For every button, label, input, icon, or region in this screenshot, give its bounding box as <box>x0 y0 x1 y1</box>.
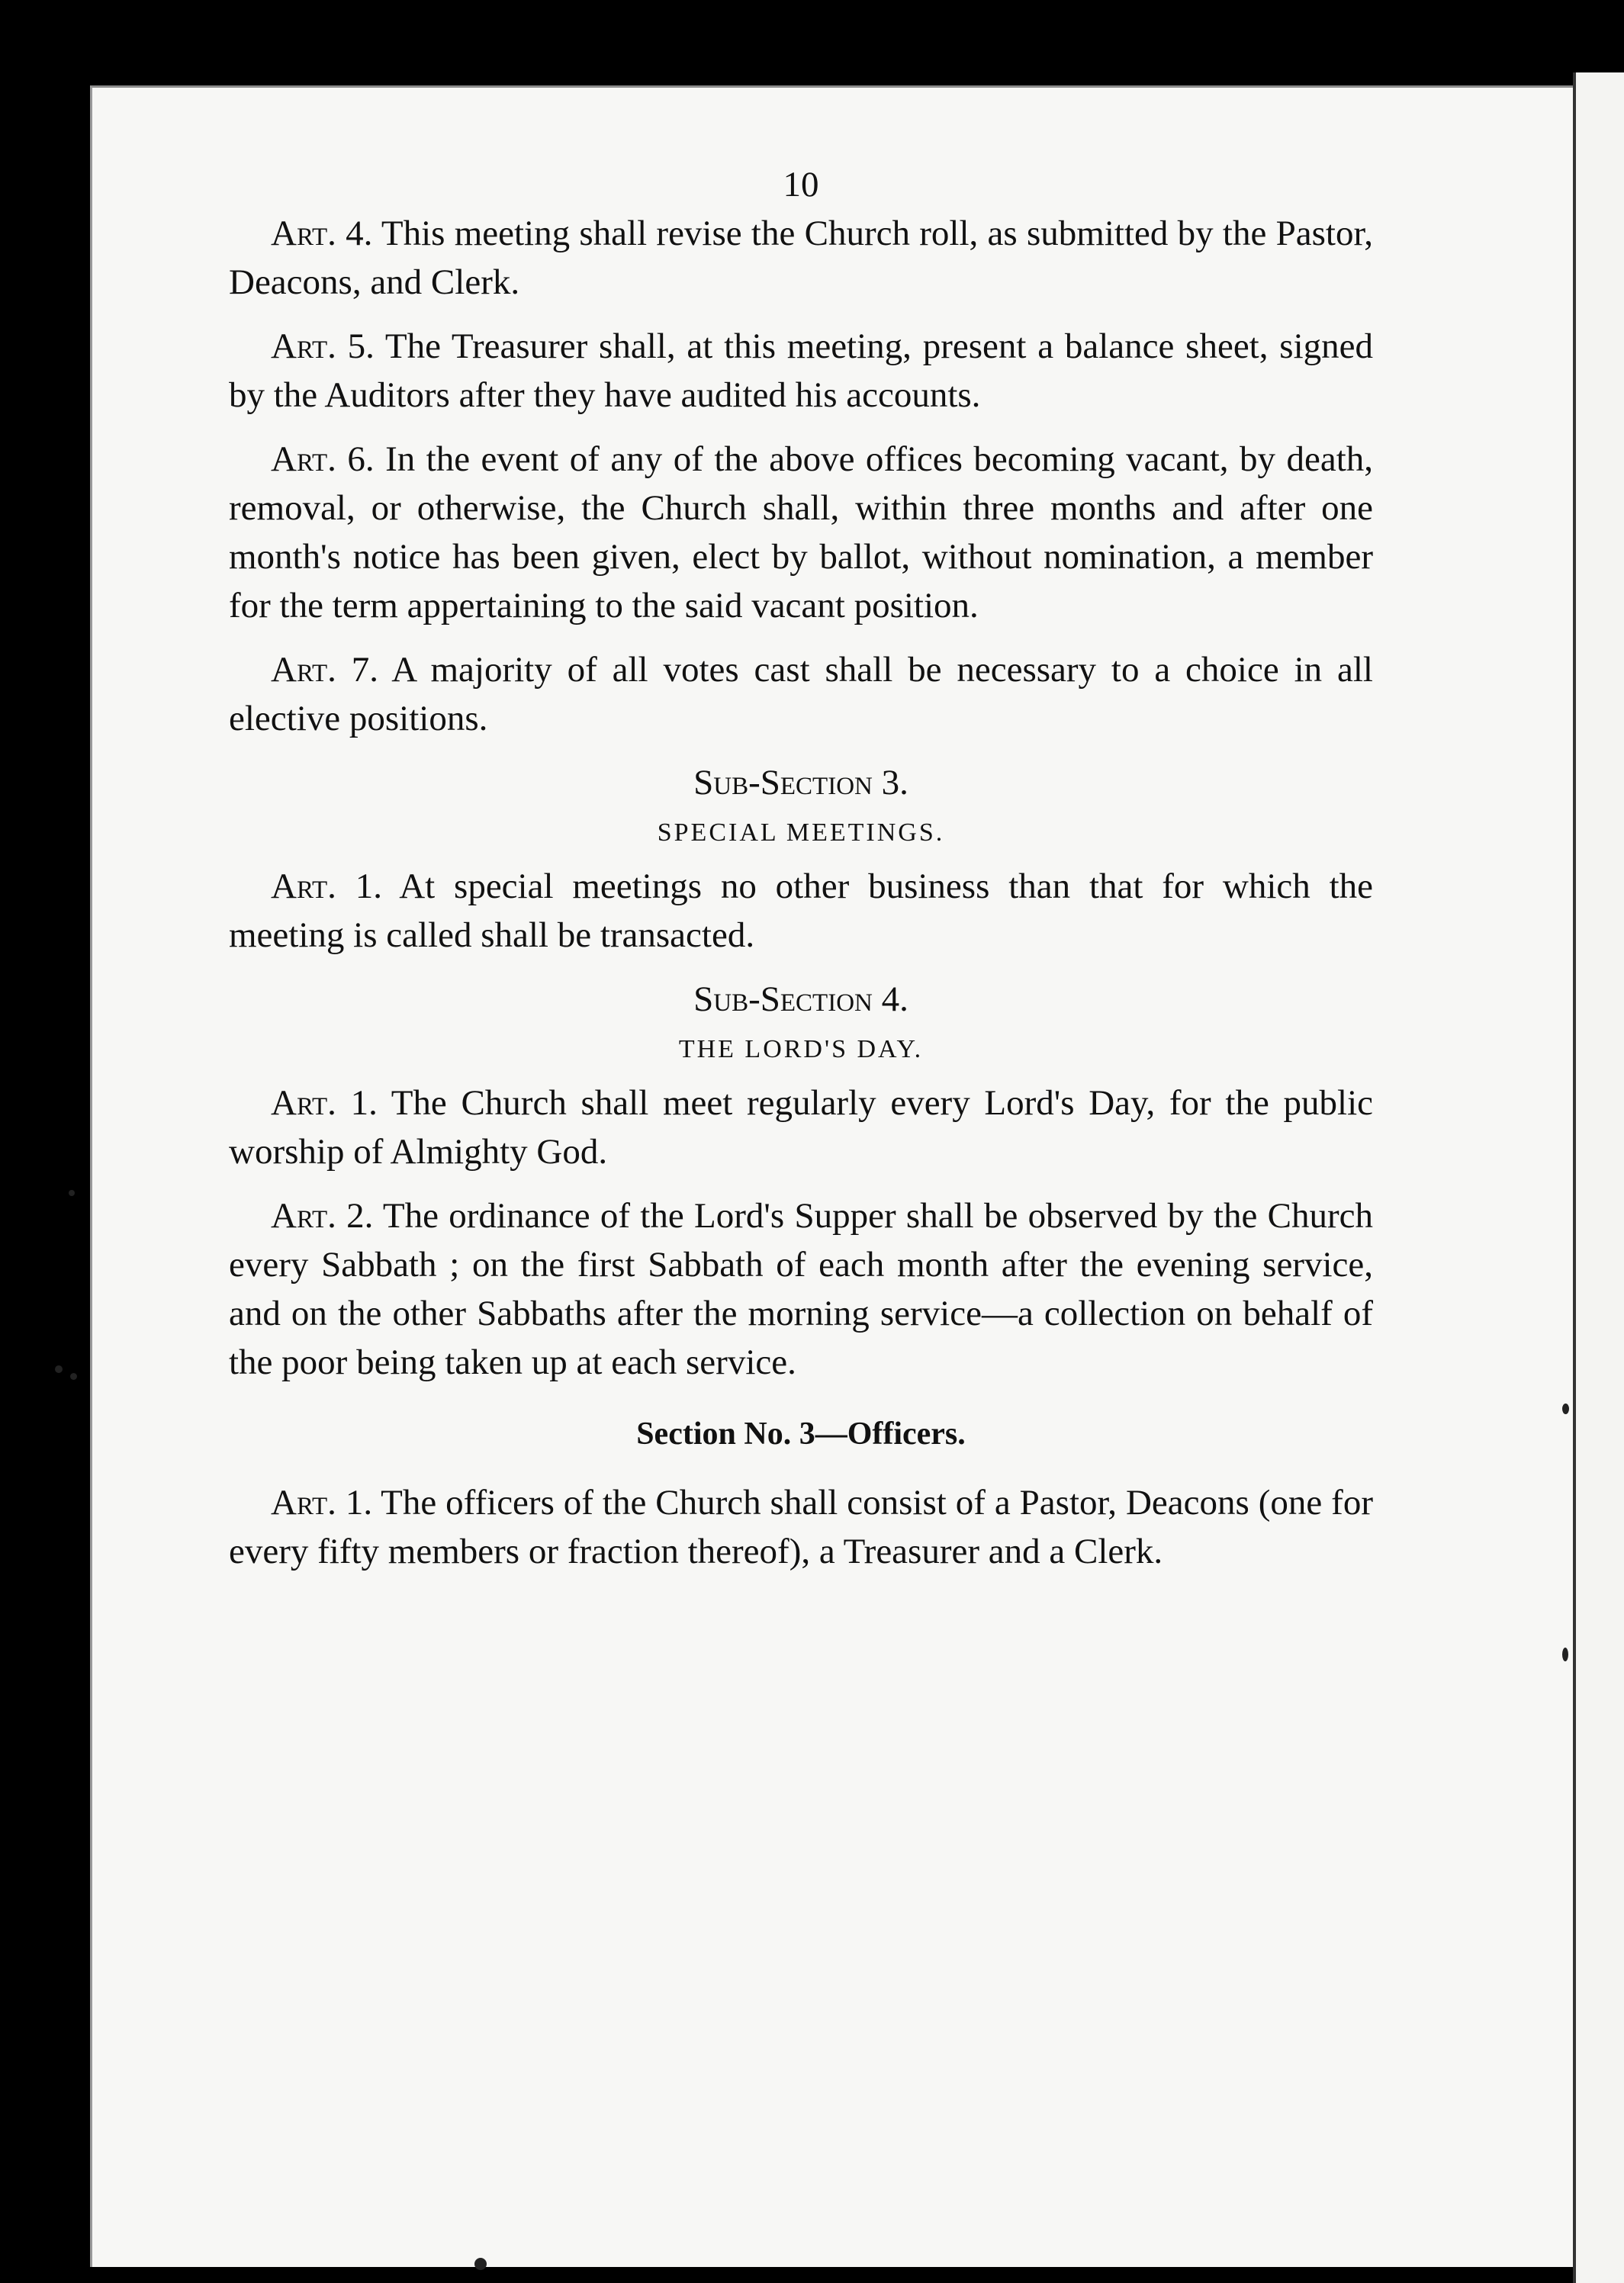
article-4 <box>229 209 1373 307</box>
scan-speck <box>1562 1404 1569 1414</box>
subsection-4-article-1 <box>229 1079 1373 1176</box>
article-label: Art. 2. <box>271 1196 374 1236</box>
subsection-4-title: THE LORD'S DAY. <box>678 1035 924 1063</box>
scan-speck <box>474 2258 487 2270</box>
article-label: Art. 1. <box>271 1083 378 1123</box>
scan-speck <box>1562 1648 1568 1661</box>
article-text: A majority of all votes cast shall be necessary to a choice in all elective positions. <box>229 650 1373 738</box>
facing-page-edge <box>1573 72 1624 2283</box>
article-5 <box>229 322 1373 420</box>
article-7 <box>229 645 1373 743</box>
article-label: Art. 7. <box>271 650 378 690</box>
article-text: The Church shall meet regularly every Lord's Day, for the public worship of Almighty God. <box>229 1083 1373 1172</box>
scan-edge-mark <box>1404 0 1495 31</box>
article-text: At special meetings no other business than that for which the meeting is called shall be transacted. <box>229 867 1373 955</box>
scan-speck <box>69 1190 75 1196</box>
scan-speck <box>55 1365 63 1373</box>
article-6 <box>229 435 1373 630</box>
subsection-4-article-2 <box>229 1191 1373 1387</box>
article-text: This meeting shall revise the Church roll, as submitted by the Pastor, Deacons, and Clerk. <box>229 214 1373 302</box>
subsection-4-heading: Sub-Section 4. <box>693 979 908 1019</box>
article-text: The officers of the Church shall consist of a Pastor, Deacons (one for every fifty members or fraction thereof), a Treasurer and a Clerk. <box>229 1483 1373 1571</box>
subsection-3-article-1 <box>229 862 1373 960</box>
scan-speck <box>70 1373 77 1380</box>
article-label: Art. 5. <box>271 326 375 366</box>
section-3-article-1 <box>229 1478 1373 1576</box>
article-text: The Treasurer shall, at this meeting, present a balance sheet, signed by the Auditors after they have audited his accounts. <box>229 326 1373 415</box>
article-text: In the event of any of the above offices becoming vacant, by death, removal, or otherwise, the Church shall, within three months and after one month's notice has been given, elect by ballot, without nomination, a member for the term appertaining to the said vacant position. <box>229 439 1374 625</box>
subsection-3-title: SPECIAL MEETINGS. <box>657 818 945 847</box>
page-number: 10 <box>783 165 819 204</box>
article-text: The ordinance of the Lord's Supper shall be observed by the Church every Sabbath ; on the first Sabbath of each month after the evening service, and on the other Sabbaths after the morning service—a collection on behalf of the poor being taken up at each service. <box>229 1196 1373 1382</box>
article-label: Art. 1. <box>271 1483 373 1523</box>
article-label: Art. 4. <box>271 214 373 253</box>
article-label: Art. 6. <box>271 439 375 479</box>
subsection-3-heading: Sub-Section 3. <box>693 763 908 802</box>
section-3-heading: Section No. 3—Officers. <box>636 1416 966 1452</box>
article-label: Art. 1. <box>271 867 382 906</box>
page-text <box>229 160 1373 1591</box>
